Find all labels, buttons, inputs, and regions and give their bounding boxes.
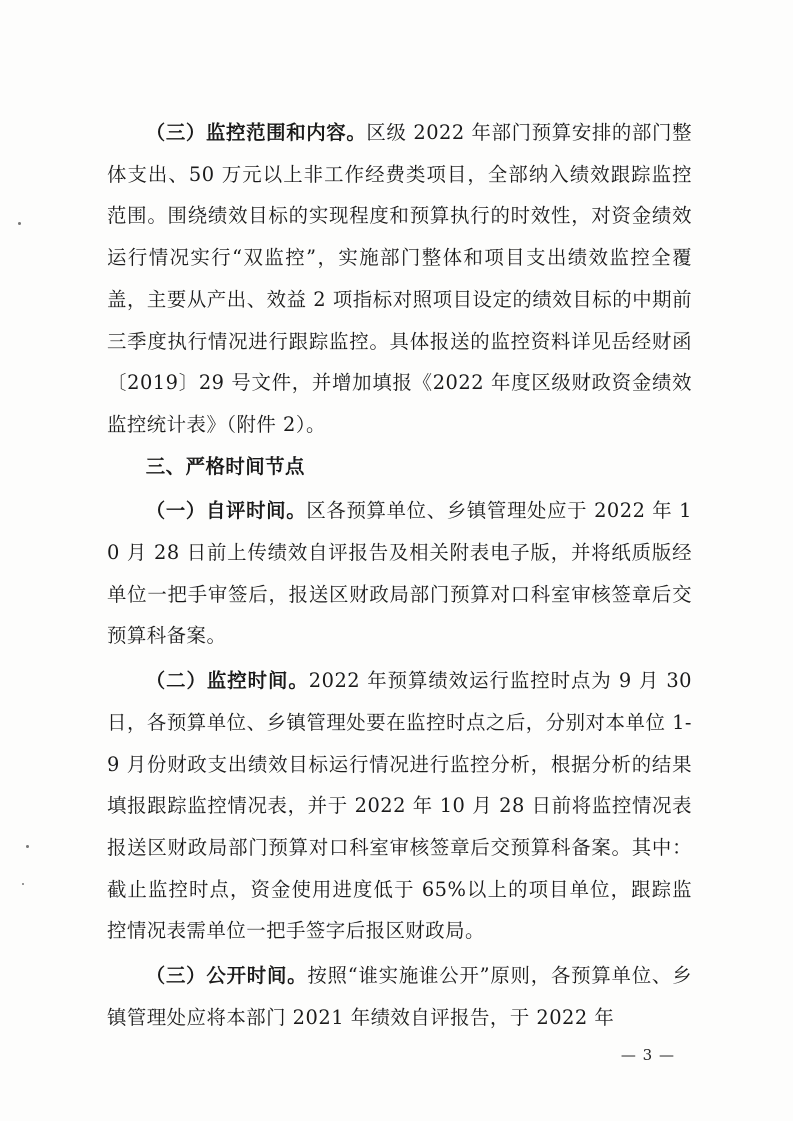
paragraph-lead: （二）监控时间。 <box>145 669 309 693</box>
page-number: — 3 — <box>620 1046 675 1064</box>
paragraph-text: 按照“谁实施谁公开”原则，各预算单位、乡镇管理处应将本部门 2021 年绩效自评报告，于 2022 年 <box>107 964 692 1029</box>
document-body <box>107 112 692 1038</box>
paragraph-text: 区各预算单位、乡镇管理处应于 2022 年 10 月 28 日前上传绩效自评报告及相关附表电子版，并将纸质版经单位一把手审签后，报送区财政局部门预算对口科室审核签章后交预算科备案。 <box>107 499 692 648</box>
paragraph-disclosure-time <box>107 955 692 1038</box>
section-heading: 三、严格时间节点 <box>145 454 305 478</box>
paragraph-monitoring-scope <box>107 112 692 446</box>
paragraph-text: 区级 2022 年部门预算安排的部门整体支出、50 万元以上非工作经费类项目，全部纳入绩效跟踪监控范围。围绕绩效目标的实现程度和预算执行的时效性，对资金绩效运行情况实行“双监控”，实施部门整体和项目支出绩效监控全覆盖，主要从产出、效益 2 项指标对照项目设定的绩效目标的中期前三季度执行情况进行跟踪监控。具体报送的监控资料详见岳经财函〔2019〕29 号文件，并增加填报《2022 年度区级财政资金绩效监控统计表》（附件 2）。 <box>107 121 692 436</box>
paragraph-self-evaluation-time <box>107 490 692 657</box>
paragraph-lead: （三）公开时间。 <box>145 964 308 988</box>
paragraph-lead: （三）监控范围和内容。 <box>145 121 367 144</box>
scan-speck <box>26 845 29 848</box>
scan-speck <box>22 883 24 885</box>
paragraph-monitoring-time <box>107 660 692 952</box>
scan-speck <box>18 222 21 225</box>
paragraph-text: 2022 年预算绩效运行监控时点为 9 月 30 日，各预算单位、乡镇管理处要在监控时点之后，分别对本单位 1-9 月份财政支出绩效目标运行情况进行监控分析，根据分析的结果填报跟踪监控情况表，并于 2022 年 10 月 28 日前将监控情况表报送区财政局部门预算对口科室审核签章后交预算科备案。其中：截止监控时点，资金使用进度低于 65%以上的项目单位，跟踪监控情况表需单位一把手签字后报区财政局。 <box>107 669 693 943</box>
paragraph-lead: （一）自评时间。 <box>145 499 307 523</box>
